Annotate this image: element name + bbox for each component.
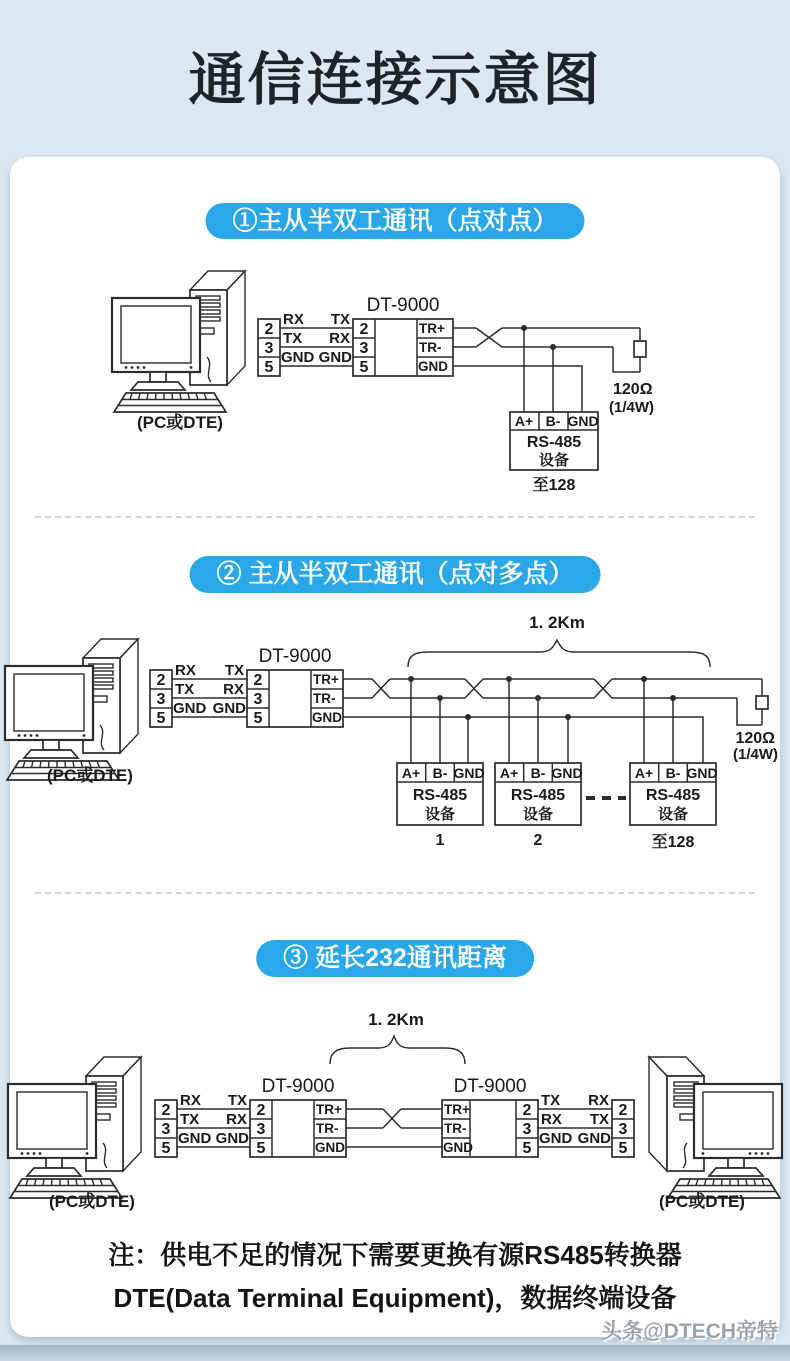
footnote-line2: DTE(Data Terminal Equipment)，数据终端设备: [113, 1283, 677, 1313]
device-type: RS-485: [510, 787, 566, 804]
distance-brace: [330, 1010, 465, 1064]
bottom-strip: [0, 1345, 790, 1361]
rs232-wires: [538, 1092, 612, 1147]
twisted-pair-icon: [383, 1109, 401, 1128]
terminal-label-bm: B-: [545, 413, 561, 429]
terminal-label-bm: B-: [665, 765, 681, 781]
distance-brace: [408, 613, 710, 667]
termination-resistor: [756, 696, 768, 709]
pc-serial-port: [612, 1100, 634, 1157]
terminal-label-gnd: GND: [418, 359, 448, 374]
converter-model: DT-9000: [261, 1076, 335, 1097]
terminal-label-trm: TR-: [419, 340, 442, 355]
converter-model: DT-9000: [366, 295, 440, 316]
wire-label-gnd: GND: [577, 1130, 611, 1147]
pin-label: 5: [359, 359, 369, 376]
device-type: RS-485: [645, 787, 701, 804]
converter-dt9000: [250, 1076, 346, 1157]
wire-label-tx: TX: [589, 1111, 609, 1128]
resistor-wattage: (1/4W): [609, 399, 654, 416]
wire-label-gnd: GND: [212, 700, 246, 717]
section3-badge: ③ 延长232通讯距离: [256, 940, 534, 977]
device-type: RS-485: [412, 787, 468, 804]
section-divider: [35, 892, 755, 894]
pc-illustration: [5, 639, 138, 780]
device-count: 至128: [532, 477, 576, 494]
device-word: 设备: [657, 806, 689, 823]
terminal-label-trp: TR+: [419, 321, 445, 336]
wire-label-rx: RX: [175, 662, 196, 679]
termination-resistor: [634, 328, 646, 372]
rs485-bus: [343, 676, 778, 763]
rs232-wires: [172, 662, 247, 717]
rs485-link: [346, 1109, 442, 1147]
pc-illustration: [649, 1057, 782, 1198]
wire-label-rx: RX: [541, 1111, 562, 1128]
pin-label: 2: [256, 1102, 266, 1119]
terminal-label-trp: TR+: [316, 1102, 342, 1117]
wire-label-gnd: GND: [539, 1130, 573, 1147]
terminal-label-ap: A+: [499, 765, 519, 781]
wire-label-rx: RX: [226, 1111, 247, 1128]
wire-label-tx: TX: [227, 1092, 247, 1109]
footnote: [0, 1234, 790, 1320]
pin-label: 2: [618, 1102, 628, 1119]
wire-label-rx: RX: [223, 681, 244, 698]
pin-label: 5: [161, 1140, 171, 1157]
diagram-point-to-point: [0, 250, 790, 500]
wire-label-rx: RX: [180, 1092, 201, 1109]
pin-label: 3: [253, 691, 263, 708]
wire-label-gnd: GND: [215, 1130, 249, 1147]
pc-caption: (PC或DTE): [137, 413, 223, 432]
device-word: 设备: [424, 806, 456, 823]
page-title: 通信连接示意图: [188, 48, 602, 112]
distance-label: 1. 2Km: [368, 1010, 424, 1029]
distance-label: 1. 2Km: [529, 613, 585, 632]
wire-label-tx: TX: [330, 311, 350, 328]
pin-label: 3: [264, 340, 274, 357]
terminal-label-trm: TR-: [316, 1121, 339, 1136]
section1-badge: ①主从半双工通讯（点对点）: [205, 203, 584, 239]
wire-label-tx: TX: [175, 681, 195, 698]
pin-label: 3: [522, 1121, 532, 1138]
terminal-label-gnd: GND: [315, 1140, 345, 1155]
pc-serial-port: [150, 670, 172, 727]
device-word: 设备: [522, 806, 554, 823]
wire-label-gnd: GND: [178, 1130, 212, 1147]
pin-label: 5: [256, 1140, 266, 1157]
pin-label: 3: [161, 1121, 171, 1138]
pin-label: 5: [618, 1140, 628, 1157]
pc-illustration: [112, 271, 245, 412]
pc-illustration: [8, 1057, 141, 1198]
watermark: 头条@DTECH帝特: [601, 1320, 778, 1343]
pin-label: 3: [618, 1121, 628, 1138]
pin-label: 2: [156, 672, 166, 689]
terminal-label-gnd: GND: [567, 413, 599, 429]
wire-label-rx: RX: [283, 311, 304, 328]
terminal-label-gnd: GND: [453, 765, 485, 781]
pin-label: 5: [522, 1140, 532, 1157]
rs232-wires: [177, 1092, 250, 1147]
pc-caption: (PC或DTE): [49, 1192, 135, 1211]
device-number: 2: [533, 832, 543, 849]
pin-label: 5: [253, 710, 263, 727]
terminal-label-bm: B-: [530, 765, 546, 781]
pin-label: 2: [522, 1102, 532, 1119]
converter-model: DT-9000: [453, 1076, 527, 1097]
diagram-extend-232: [0, 1000, 790, 1220]
pin-label: 3: [256, 1121, 266, 1138]
terminal-label-gnd: GND: [551, 765, 583, 781]
section-divider: [35, 516, 755, 518]
terminal-label-trp: TR+: [313, 672, 339, 687]
wire-label-tx: TX: [180, 1111, 200, 1128]
section2-badge: ② 主从半双工通讯（点对多点）: [190, 556, 601, 593]
rs232-wires: [280, 311, 353, 366]
pin-label: 2: [161, 1102, 171, 1119]
wire-label-gnd: GND: [318, 349, 352, 366]
wire-label-tx: TX: [283, 330, 303, 347]
resistor-wattage: (1/4W): [733, 746, 778, 763]
terminal-label-ap: A+: [634, 765, 654, 781]
wire-label-gnd: GND: [173, 700, 207, 717]
wire-label-tx: TX: [541, 1092, 561, 1109]
device-number: 1: [435, 832, 445, 849]
footnote-line1: 注：供电不足的情况下需要更换有源RS485转换器: [108, 1240, 682, 1270]
terminal-label-ap: A+: [401, 765, 421, 781]
pin-label: 3: [156, 691, 166, 708]
twisted-pair-icon: [594, 679, 612, 698]
terminal-label-gnd: GND: [686, 765, 718, 781]
device-word: 设备: [538, 452, 570, 469]
terminal-label-bm: B-: [432, 765, 448, 781]
terminal-label-gnd: GND: [312, 710, 342, 725]
converter-dt9000: [442, 1076, 538, 1157]
pin-label: 2: [264, 321, 274, 338]
terminal-label-gnd: GND: [443, 1140, 473, 1155]
pc-serial-port: [258, 319, 280, 376]
rs485-device: [630, 763, 718, 851]
pin-label: 2: [253, 672, 263, 689]
wire-label-rx: RX: [329, 330, 350, 347]
terminal-label-trm: TR-: [444, 1121, 467, 1136]
rs485-device: [510, 412, 599, 494]
pin-label: 2: [359, 321, 369, 338]
pc-caption: (PC或DTE): [659, 1192, 745, 1211]
converter-dt9000: [247, 646, 343, 727]
wire-label-gnd: GND: [281, 349, 315, 366]
twisted-pair-icon: [476, 328, 502, 347]
rs485-bus: [453, 325, 654, 416]
terminal-label-ap: A+: [514, 413, 534, 429]
device-count: 至128: [651, 834, 695, 851]
converter-model: DT-9000: [258, 646, 332, 667]
pc-caption: (PC或DTE): [47, 766, 133, 785]
terminal-label-trm: TR-: [313, 691, 336, 706]
pin-label: 3: [359, 340, 369, 357]
resistor-value: 120Ω: [735, 730, 775, 747]
resistor-value: 120Ω: [613, 381, 653, 398]
rs485-device: [495, 763, 583, 849]
twisted-pair-icon: [372, 679, 390, 698]
wire-label-rx: RX: [588, 1092, 609, 1109]
twisted-pair-icon: [465, 679, 483, 698]
converter-dt9000: [353, 295, 453, 376]
wire-label-tx: TX: [224, 662, 244, 679]
diagram-point-to-multipoint: [0, 600, 790, 865]
terminal-label-trp: TR+: [444, 1102, 470, 1117]
pin-label: 5: [264, 359, 274, 376]
rs485-device: [397, 763, 485, 849]
pc-serial-port: [155, 1100, 177, 1157]
device-type: RS-485: [526, 434, 582, 451]
pin-label: 5: [156, 710, 166, 727]
